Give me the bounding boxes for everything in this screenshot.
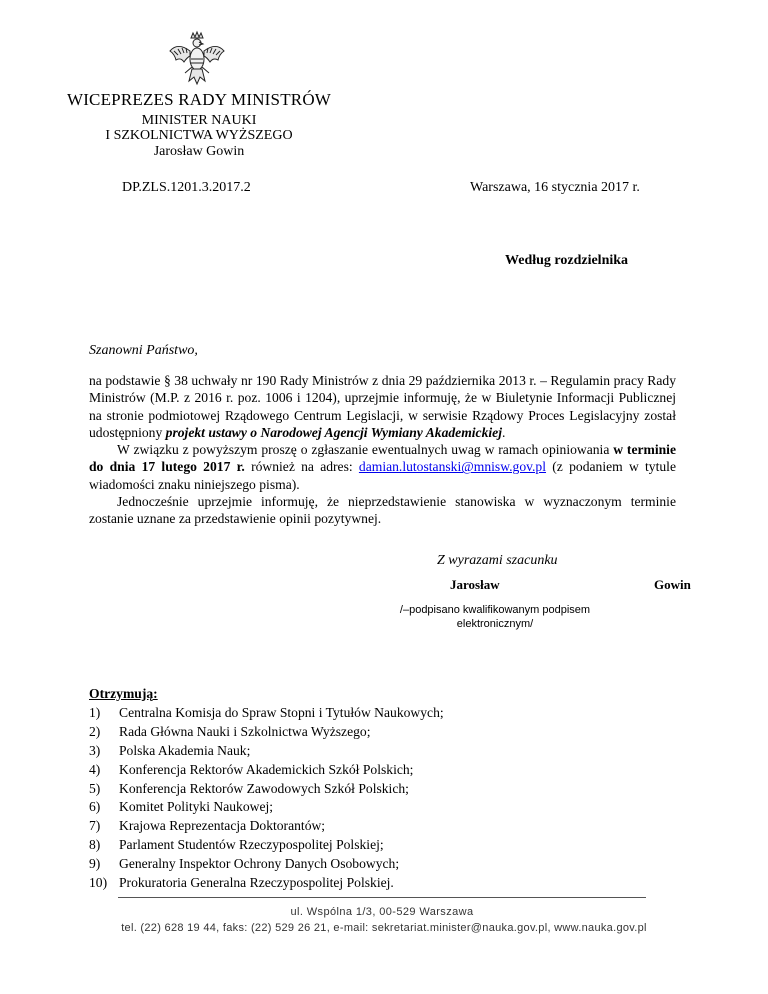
body-text: na podstawie § 38 uchwały nr 190 Rady Ministrów z dnia 29 października 2013 r. – Regulamin pracy Rady Ministrów (M.P. z 2016 r. poz. 1006 i 1204), uprzejmie informuję, że w Biuletynie Informacji Publicznej na stronie podmiotowej Rządowego Centrum Legislacji, w serwisie Rządowy Proces Legislacyjny został udostępniony — [89, 373, 676, 440]
header-ministry-line1: MINISTER NAUKI — [141, 113, 257, 128]
recipients-list — [89, 704, 444, 893]
recipients-title: Otrzymują: — [89, 686, 158, 701]
list-item-text: Polska Akademia Nauk; — [119, 742, 251, 758]
list-item-number: 2) — [89, 723, 101, 739]
reference-number: DP.ZLS.1201.3.2017.2 — [122, 180, 251, 195]
list-item-text: Prokuratoria Generalna Rzeczypospolitej Polskiej. — [119, 875, 394, 891]
signer-first-name: Jarosław — [450, 577, 500, 592]
list-item-number: 3) — [89, 742, 101, 758]
list-item — [89, 798, 444, 817]
list-item — [89, 836, 444, 855]
list-item-number: 9) — [89, 856, 101, 872]
list-item — [89, 761, 444, 780]
body-paragraph-1 — [89, 372, 676, 441]
letter-body — [89, 372, 676, 528]
list-item — [89, 874, 444, 893]
signature-note-line2: elektronicznym/ — [456, 618, 534, 630]
list-item-number: 1) — [89, 704, 101, 720]
header-ministry-line2: I SZKOLNICTWA WYŻSZEGO — [105, 128, 293, 143]
body-text: . — [501, 424, 506, 440]
closing: Z wyrazami szacunku — [437, 553, 558, 568]
body-paragraph-3: Jednocześnie uprzejmie informuję, że nieprzedstawienie stanowiska w wyznaczonym terminie zostanie uznane za przedstawienie opinii pozytywnej. — [89, 494, 676, 527]
body-text: (z podaniem w tytule wiadomości znaku niniejszego pisma). — [89, 459, 676, 492]
header-person: Jarosław Gowin — [153, 144, 245, 159]
list-item — [89, 723, 444, 742]
letter-date: Warszawa, 16 stycznia 2017 r. — [470, 180, 640, 195]
list-item — [89, 817, 444, 836]
body-paragraph-2 — [89, 441, 676, 493]
list-item-text: Konferencja Rektorów Zawodowych Szkół Polskich; — [119, 780, 409, 796]
bill-title: projekt ustawy o Narodowej Agencji Wymiany Akademickiej — [165, 424, 502, 440]
list-item-text: Komitet Polityki Naukowej; — [119, 799, 274, 815]
signer-last-name: Gowin — [654, 577, 691, 592]
recipients — [89, 685, 444, 893]
list-item-text: Generalny Inspektor Ochrony Danych Osobowych; — [119, 856, 400, 872]
footer-divider — [118, 897, 646, 898]
list-item-number: 8) — [89, 837, 101, 853]
footer-address: ul. Wspólna 1/3, 00-529 Warszawa — [290, 906, 474, 918]
footer-contact: tel. (22) 628 19 44, faks: (22) 529 26 21, e-mail: sekretariat.minister@nauka.gov.pl, www.nauka.gov.pl — [121, 922, 647, 934]
body-text: również na adres: — [244, 459, 359, 475]
body-text: W związku z powyższym proszę o zgłaszanie ewentualnych uwag w ramach opiniowania — [117, 442, 614, 458]
polish-eagle-emblem-icon — [166, 29, 228, 91]
list-item-number: 10) — [89, 875, 108, 891]
deadline: w terminie do dnia 17 lutego 2017 r. — [89, 442, 676, 475]
list-item — [89, 780, 444, 799]
email-link[interactable]: damian.lutostanski@mnisw.gov.pl — [358, 459, 547, 475]
list-item-text: Centralna Komisja do Spraw Stopni i Tytułów Naukowych; — [119, 704, 444, 720]
list-item-text: Parlament Studentów Rzeczypospolitej Polskiej; — [119, 837, 384, 853]
addressee: Według rozdzielnika — [505, 253, 629, 268]
list-item — [89, 855, 444, 874]
signature-note — [380, 603, 610, 631]
list-item-number: 4) — [89, 761, 101, 777]
list-item — [89, 742, 444, 761]
list-item-number: 7) — [89, 818, 101, 834]
list-item-text: Krajowa Reprezentacja Doktorantów; — [119, 818, 326, 834]
header-office: WICEPREZES RADY MINISTRÓW — [66, 90, 332, 109]
list-item-number: 5) — [89, 780, 101, 796]
list-item-number: 6) — [89, 799, 101, 815]
list-item-text: Rada Główna Nauki i Szkolnictwa Wyższego; — [119, 723, 371, 739]
salutation: Szanowni Państwo, — [89, 343, 198, 358]
list-item-text: Konferencja Rektorów Akademickich Szkół Polskich; — [119, 761, 414, 777]
signature-note-line1: /–podpisano kwalifikowanym podpisem — [399, 604, 591, 616]
list-item — [89, 704, 444, 723]
